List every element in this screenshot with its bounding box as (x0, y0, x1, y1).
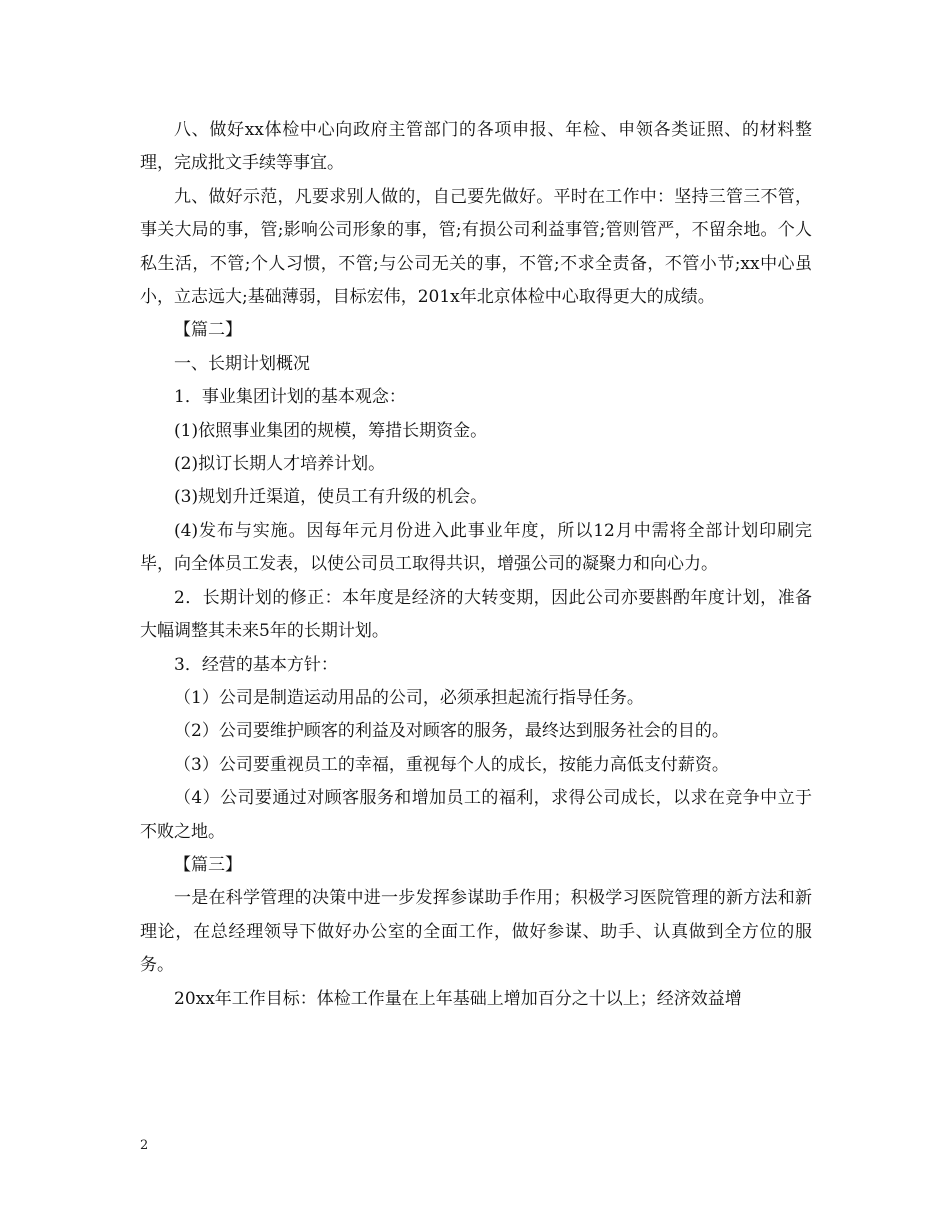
paragraph-item-8: 八、做好xx体检中心向政府主管部门的各项申报、年检、申领各类证照、的材料整理，完成批文手续等事宜。 (140, 120, 812, 174)
paragraph-policy-item-2: （2）公司要维护顾客的利益及对顾客的服务，最终达到服务社会的目的。 (174, 721, 729, 742)
page-number: 2 (140, 1138, 149, 1153)
subheading-long-term-plan: 一、长期计划概况 (174, 353, 310, 374)
paragraph-policy-item-1: （1）公司是制造运动用品的公司，必须承担起流行指导任务。 (174, 687, 644, 708)
paragraph-item-9: 九、做好示范，凡要求别人做的，自己要先做好。平时在工作中：坚持三管三不管，事关大局的事，管;影响公司形象的事，管;有损公司利益事管;管则管严，不留余地。个人私生活，不管;个人习惯，不管;与公司无关的事，不管;不求全责备，不管小节;xx中心虽小，立志远大;基础薄弱，目标宏伟，201x年北京体检中心取得更大的成绩。 (140, 186, 812, 308)
paragraph-basic-policy: 3．经营的基本方针： (174, 654, 338, 675)
paragraph-work-goal: 20xx年工作目标：体检工作量在上年基础上增加百分之十以上；经济效益增 (174, 988, 742, 1009)
paragraph-list-item-3: (3)规划升迁渠道，使员工有升级的机会。 (174, 487, 488, 508)
document-body (140, 114, 812, 1016)
paragraph-basic-concept: 1．事业集团计划的基本观念： (174, 387, 406, 408)
section-heading-part-three: 【篇三】 (174, 854, 242, 875)
paragraph-management-role: 一是在科学管理的决策中进一步发挥参谋助手作用；积极学习医院管理的新方法和新理论，在总经理领导下做好办公室的全面工作，做好参谋、助手、认真做到全方位的服务。 (140, 888, 812, 976)
paragraph-list-item-1: (1)依照事业集团的规模，筹措长期资金。 (174, 420, 488, 441)
paragraph-policy-item-3: （3）公司要重视员工的幸福，重视每个人的成长，按能力高低支付薪资。 (174, 754, 729, 775)
paragraph-list-item-4: (4)发布与实施。因每年元月份进入此事业年度，所以12月中需将全部计划印刷完毕，向全体员工发表，以使公司员工取得共识，增强公司的凝聚力和向心力。 (140, 520, 812, 575)
section-heading-part-two: 【篇二】 (174, 320, 242, 341)
paragraph-plan-revision: 2．长期计划的修正：本年度是经济的大转变期，因此公司亦要斟酌年度计划，准备大幅调整其未来5年的长期计划。 (140, 587, 812, 642)
paragraph-policy-item-4: （4）公司要通过对顾客服务和增加员工的福利，求得公司成长，以求在竞争中立于不败之地。 (140, 788, 812, 842)
paragraph-list-item-2: (2)拟订长期人才培养计划。 (174, 454, 386, 475)
